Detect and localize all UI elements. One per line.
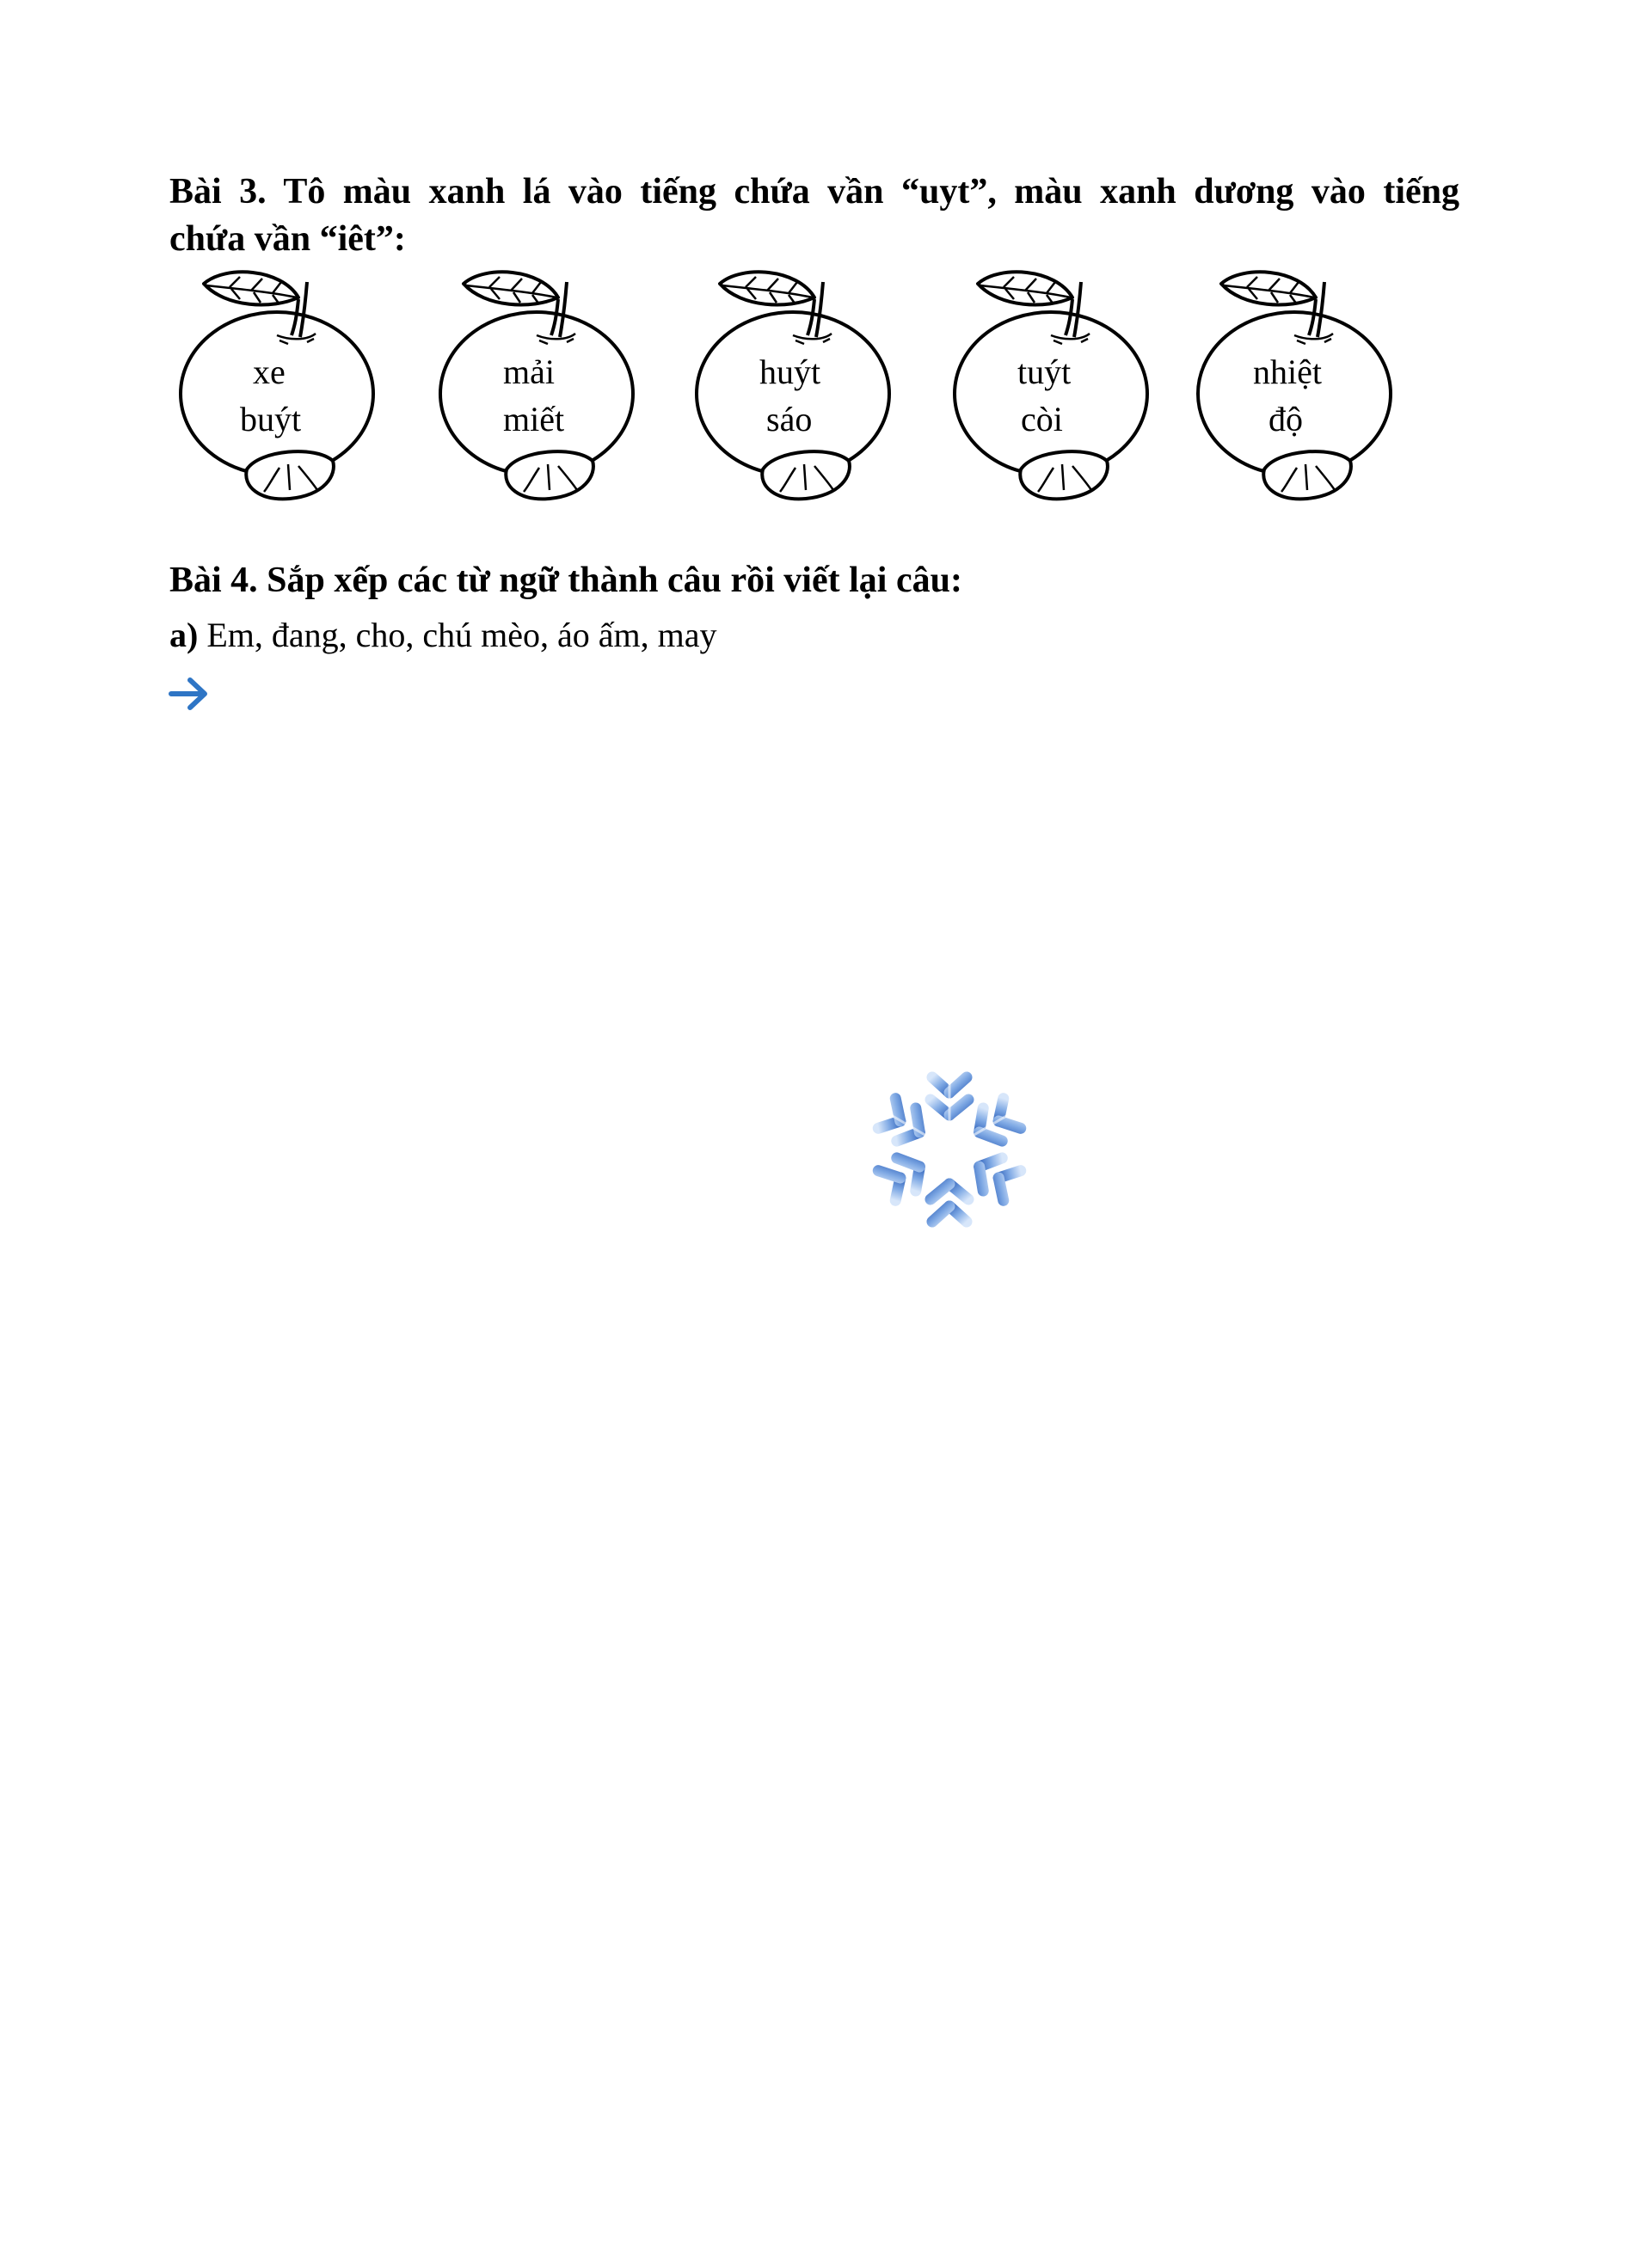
fruit-word-line1: tuýt xyxy=(1017,352,1072,391)
fruit-word-line1: huýt xyxy=(759,352,821,391)
item-a-label: a) xyxy=(169,616,199,654)
exercise-3-title xyxy=(169,169,1459,263)
fruit-card[interactable] xyxy=(1195,265,1428,523)
tangerine-icon xyxy=(438,265,670,523)
tangerine-icon xyxy=(694,265,926,523)
fruit-word-line2: buýt xyxy=(240,400,302,438)
fruit-word-line2: miết xyxy=(503,400,565,438)
fruit-card[interactable] xyxy=(694,265,926,523)
tangerine-icon xyxy=(952,265,1184,523)
exercise-3-title-line1: Bài 3. Tô màu xanh lá vào tiếng chứa vần “uyt”, màu xanh dương vào tiếng xyxy=(169,172,1459,211)
fruit-card[interactable] xyxy=(178,265,410,523)
fruit-word-line2: độ xyxy=(1268,400,1303,438)
fruit-card[interactable] xyxy=(952,265,1184,523)
fruit-row xyxy=(169,265,1459,523)
snowflake-icon xyxy=(863,1064,1035,1235)
exercise-3-title-line2: chứa vần “iêt”: xyxy=(169,219,406,259)
exercise-4-item-a xyxy=(169,612,717,659)
fruit-word-line1: nhiệt xyxy=(1253,352,1322,391)
item-a-words: Em, đang, cho, chú mèo, áo ấm, may xyxy=(206,616,717,654)
fruit-word-line1: xe xyxy=(253,352,286,391)
fruit-word-line2: còi xyxy=(1021,400,1063,438)
exercise-4-title: Bài 4. Sắp xếp các từ ngữ thành câu rồi viết lại câu: xyxy=(169,561,962,600)
right-arrow-icon xyxy=(168,675,211,713)
fruit-card[interactable] xyxy=(438,265,670,523)
fruit-word-line1: mải xyxy=(503,352,555,391)
tangerine-icon xyxy=(1195,265,1428,523)
tangerine-icon xyxy=(178,265,410,523)
fruit-word-line2: sáo xyxy=(766,400,813,438)
